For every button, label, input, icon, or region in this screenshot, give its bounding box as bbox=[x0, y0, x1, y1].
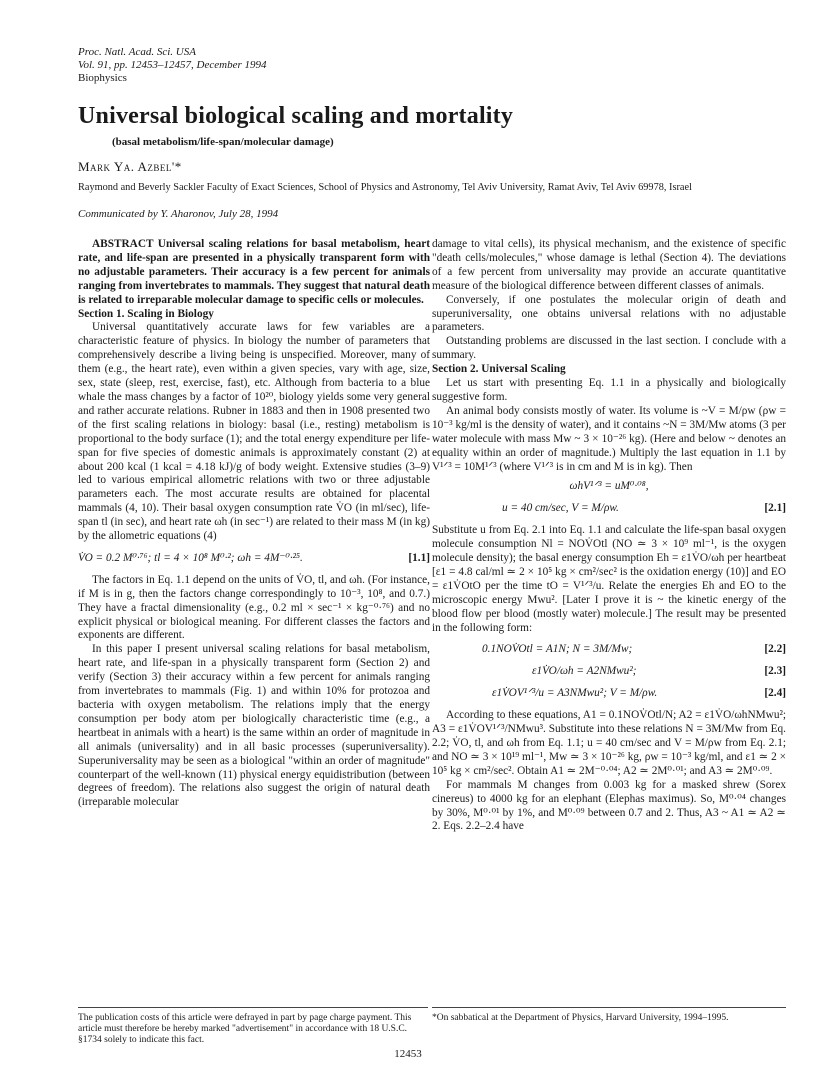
equation-number: [2.1] bbox=[764, 502, 786, 515]
author: Mark Ya. Azbel'* bbox=[78, 159, 182, 174]
journal-volume: Vol. 91, pp. 12453–12457, December 1994 bbox=[78, 59, 267, 71]
paragraph: damage to vital cells), its physical mechanism, and the existence of specific "death cells/molecules," whose damage is lethal (Section 4). The deviations of a few percent from universality may provide an accurate quantitative measure of the biological difference between different classes of animals. bbox=[432, 238, 786, 292]
paragraph: The factors in Eq. 1.1 depend on the units of V̇O, tl, and ωh. (For instance, if M is in g, then the factors change correspondingly to 10⁻³, 10⁸, and 0.7.) They have a fractal dimensionality (e.g., 0.2 ml × sec⁻¹ × kg⁻⁰·⁷⁶) and no explicit physical or biological meaning. For different classes the factors and exponents are different. bbox=[78, 573, 430, 642]
abstract: ABSTRACT Universal scaling relations for basal metabolism, heart rate, and life-span are presented in a physically transparent form with no adjustable parameters. Their accuracy is a few percent for animals ranging from invertebrates to mammals. They suggest that natural death is related to irreparable molecular damage to specific cells or molecules. bbox=[78, 238, 430, 306]
paper-title: Universal biological scaling and mortality bbox=[78, 103, 514, 129]
paragraph: For mammals M changes from 0.003 kg for a masked shrew (Sorex cinereus) to 4000 kg for an elephant (Elephas maximus). So, M⁰·⁰⁴ changes by 30%, M⁰·⁰¹ by 1%, and M⁰·⁰⁹ between 0.7 and 2. Thus, A3 ~ A1 ≃ A2 ≃ 2. Eqs. 2.2–2.4 have bbox=[432, 778, 786, 833]
equation-2-2 bbox=[432, 643, 786, 657]
equation-body: 0.1NOV̇Otl = A1N; N = 3M/Mw; bbox=[482, 643, 633, 656]
paragraph: In this paper I present universal scaling relations for basal metabolism, heart rate, and life-span in a physically transparent form (Section 2) and verify (Section 3) their accuracy within a few percent for animals ranging from invertebrates to mammals (Fig. 1) and within 10% for protozoa and bacteria with oxygen metabolism. The relations imply that the energy consumption per body atom per biologically characteristic time (e.g., a heartbeat in animals with a heart) is the same within an order of magnitude in all animals (universality) and in all basic processes (superuniversality). Superuniversality may be seen as a biological "within an order of magnitude" counterpart of the well-known (11) physical energy equidistribution (between degrees of freedom). The relations also suggest the origin of natural death (irreparable molecular bbox=[78, 643, 430, 809]
equation-1-1 bbox=[78, 552, 430, 566]
equation-number: [2.2] bbox=[764, 643, 786, 656]
equation-2-1-a: ωhV¹ᐟ³ = uM⁰·⁰⁸, bbox=[569, 480, 649, 493]
journal-section: Biophysics bbox=[78, 72, 127, 84]
section-1-heading: Section 1. Scaling in Biology bbox=[78, 307, 214, 320]
left-column bbox=[78, 238, 430, 810]
equation-body: V̇O = 0.2 M⁰·⁷⁶; tl = 4 × 10⁸ M⁰·²; ωh = 4M⁻⁰·²⁵. bbox=[78, 551, 303, 564]
equation-number: [2.3] bbox=[764, 665, 786, 678]
affiliation: Raymond and Beverly Sackler Faculty of Exact Sciences, School of Physics and Astronomy, Tel Aviv University, Ramat Aviv, Tel Aviv 69978, Israel bbox=[78, 182, 692, 193]
paragraph: An animal body consists mostly of water. Its volume is ~V = M/ρw (ρw = 10⁻³ kg/ml is the density of water), and it contains ~N = 3M/Mw atoms (3 per water molecule with mass Mw ~ 3 × 10⁻²⁶ kg). (Here and below ~ denotes an equality within an order of magnitude.) Multiply the last equation in 1.1 by V¹ᐟ³ = 10M¹ᐟ³ (where V¹ᐟ³ is in cm and M is in kg). Then bbox=[432, 404, 786, 473]
journal-header bbox=[78, 46, 267, 85]
equation-body: ε1V̇O/ωh = A2NMwu²; bbox=[532, 665, 637, 678]
section-2-heading: Section 2. Universal Scaling bbox=[432, 363, 566, 376]
page-number: 12453 bbox=[394, 1048, 422, 1060]
paragraph: Substitute u from Eq. 2.1 into Eq. 1.1 and calculate the life-span basal oxygen molecule consumption Nl = NOV̇Otl (NO ≃ 3 × 10⁹ ml⁻¹, is the oxygen molecule density); the basal energy consumption Eh = ε1V̇O/ωh per heartbeat [ε1 = 4.8 cal/ml ≃ 2 × 10⁵ kg × cm²/sec² is the oxidation energy (10)] and EO = ε1V̇OtO per the time tO = V¹ᐟ³/u. Relate the energies Eh and EO to the microscopic energy Mwu². [Later I prove it is ~ the kinetic energy of the blood flow per blood (mostly water) molecule.] The result may be presented in the following form: bbox=[432, 524, 786, 634]
equation-number: [2.4] bbox=[764, 687, 786, 700]
journal-name: Proc. Natl. Acad. Sci. USA bbox=[78, 46, 196, 58]
equation-2-3 bbox=[432, 665, 786, 679]
author-footnote: *On sabbatical at the Department of Physics, Harvard University, 1994–1995. bbox=[432, 1007, 786, 1024]
paragraph: Let us start with presenting Eq. 1.1 in a physically and biologically suggestive form. bbox=[432, 377, 786, 403]
equation-2-4 bbox=[432, 687, 786, 701]
paragraph: According to these equations, A1 = 0.1NOV̇Otl/N; A2 = ε1V̇O/ωhNMwu²; A3 = ε1V̇OV¹ᐟ³/NMwu³. Substitute into these relations N = 3M/Mw from Eq. 2.2; V̇O, tl, and ωh from Eq. 1.1; u = 40 cm/sec and V = M/ρw from Eq. 2.1; and NO ≃ 3 × 10¹⁹ ml⁻¹, Mw ≃ 3 × 10⁻²⁶ kg, ρw = 10⁻³ kg/ml, and ε1 ≃ 2 × 10⁵ kg × cm²/sec². Obtain A1 ≃ 2M⁻⁰·⁰⁴; A2 ≃ 2M⁰·⁰¹; and A3 ≃ 2M⁰·⁰⁹. bbox=[432, 709, 786, 777]
publication-footnote: The publication costs of this article were defrayed in part by page charge payment. This article must therefore be hereby marked "advertisement" in accordance with 18 U.S.C. §1734 solely to indicate this fact. bbox=[78, 1007, 428, 1046]
keywords: (basal metabolism/life-span/molecular damage) bbox=[112, 136, 334, 148]
equation-number: [1.1] bbox=[408, 551, 430, 564]
equation-body: ε1V̇OV¹ᐟ³/u = A3NMwu²; V = M/ρw. bbox=[492, 687, 658, 700]
equation-2-1 bbox=[432, 502, 786, 516]
right-column bbox=[432, 238, 786, 834]
communicated-by: Communicated by Y. Aharonov, July 28, 1994 bbox=[78, 208, 279, 220]
paragraph: Conversely, if one postulates the molecular origin of death and superuniversality, one obtains universal relations with no adjustable parameters. bbox=[432, 293, 786, 334]
paragraph: Outstanding problems are discussed in the last section. I conclude with a summary. bbox=[432, 335, 786, 362]
equation-body: u = 40 cm/sec, V = M/ρw. bbox=[502, 502, 619, 515]
paragraph: Universal quantitatively accurate laws for few variables are a characteristic feature of physics. In biology the number of parameters that comprehensively describe a living being is unspecified. Moreover, many of them (e.g., the heart rate), even within a given species, vary with age, size, sex, state (sleep, rest, exercise, fast), etc. Although from bacteria to a blue whale the mass changes by a factor of 10²⁰, biology yields some very general and rather accurate relations. Rubner in 1883 and then in 1908 presented two of the first scaling relations in biology: basal (i.e., resting) metabolism is proportional to the body surface (1); and the total energy expenditure per life-span for five species of domestic animals is approximately constant (2) at about 200 kcal (1 kcal = 4.18 kJ)/g of body weight. Extensive studies (3–9) led to various empirical allometric relations with two or three adjustable parameters each. The most accurate results are obtained for placental mammals (4, 10). Their basal oxygen consumption rate V̇O (in ml/sec), life-span tl (in sec), and heart rate ωh (in sec⁻¹) are related to their mass M (in kg) by the allometric equations (4) bbox=[78, 321, 430, 543]
